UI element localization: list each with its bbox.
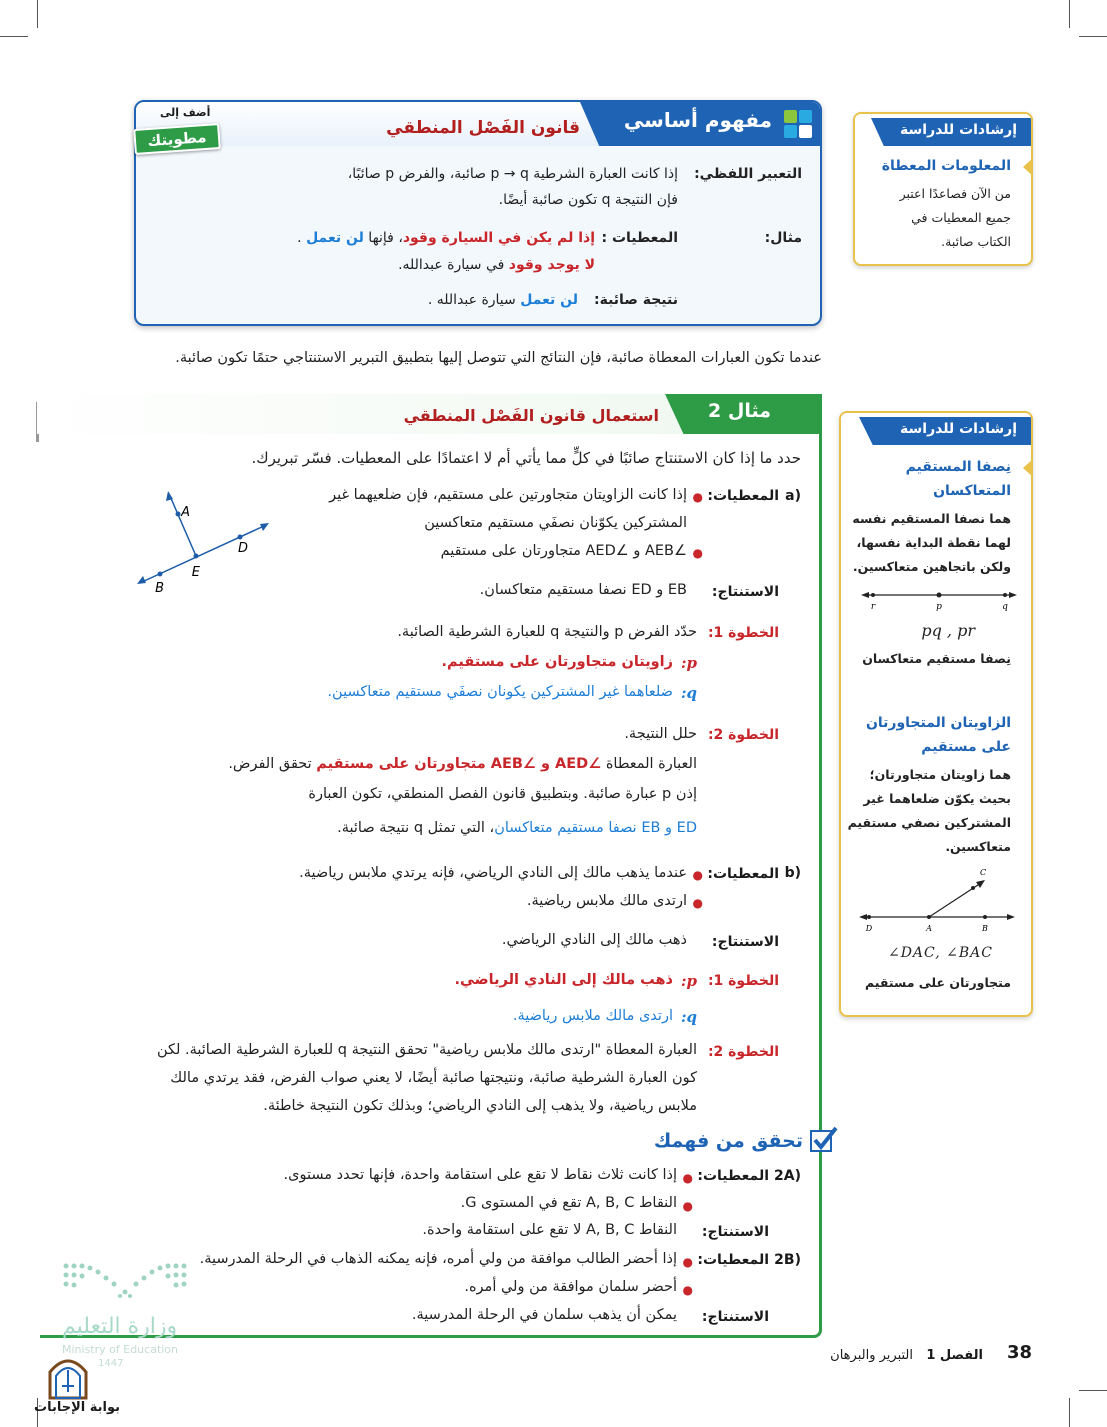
checkmark-icon (810, 1126, 838, 1152)
given2 (398, 257, 595, 273)
study-tip-header (841, 413, 1031, 447)
b-given2: ارتدى مالك ملابس رياضية. (526, 893, 687, 909)
foldable-label: مطويتك (133, 123, 221, 155)
c2a-given1: إذا كانت ثلاث نقاط لا تقع على استقامة واحدة، فإنها تحدد مستوى. (283, 1167, 677, 1183)
q-label: q: (680, 1008, 697, 1026)
crop-mark (1069, 0, 1070, 28)
step1-label: الخطوة 1: (707, 625, 779, 641)
a-given1-line1: إذا كانت الزاويتان متجاورتين على مستقيم، فإن ضلعيهما غير (329, 487, 687, 503)
study-tip-title: إرشادات للدراسة (900, 122, 1017, 138)
fig-label-q: q (1002, 602, 1008, 611)
b-conclusion: ذهب مالك إلى النادي الرياضي. (501, 932, 687, 948)
intro-sentence: عندما تكون العبارات المعطاة صائبة، فإن النتائج التي تتوصل إليها بتطبيق التبرير الاستنتاجي حتمًا تكون صائبة. (175, 350, 822, 366)
conclusion-label: الاستنتاج: (711, 934, 779, 950)
givens-label: المعطيات: (707, 488, 779, 504)
conclusion-label: الاستنتاج: (711, 584, 779, 600)
key-concept-box (134, 100, 822, 326)
tip-line: المشتركين نصفي مستقيم (847, 815, 1011, 830)
chapter-title: التبرير والبرهان (830, 1348, 913, 1363)
b-p: ذهب مالك إلى النادي الرياضي. (454, 972, 673, 988)
tip-heading: نِصفا المستقيم (905, 459, 1011, 475)
b-given1: عندما يذهب مالك إلى النادي الرياضي، فإنه يرتدي ملابس رياضية. (299, 865, 687, 881)
study-tip-header (855, 114, 1031, 148)
tip-line: الكتاب صائبة. (941, 234, 1011, 249)
conclusion-label: الاستنتاج: (701, 1309, 769, 1325)
given1-hypothesis: إذا لم يكن في السيارة وقود (402, 230, 595, 246)
a-given1-line2: المشتركين يكوّنان نصفَي مستقيم متعاكسين (424, 515, 687, 531)
tip-heading: المعلومات المعطاة (881, 158, 1011, 174)
opposite-rays-figure-a (130, 488, 280, 598)
bullet-icon: ● (682, 1199, 693, 1213)
study-tip-box-2 (839, 411, 1033, 1017)
step2-label: الخطوة 2: (707, 1044, 779, 1060)
given2-rest: في سيارة عبدالله. (398, 257, 505, 273)
gateway-watermark: بوابة الإجابات (34, 1400, 120, 1415)
a-step2-blue: ED و EB نصفا مستقيم متعاكسان (494, 820, 697, 836)
foldable-add-text: أضف إلى (160, 106, 211, 119)
ministry-name-ar: وزارة التعليم (62, 1314, 178, 1339)
concept-tab-title: مفهوم أساسي (623, 108, 772, 132)
example-label: مثال: (764, 230, 802, 246)
q-label: q: (680, 684, 697, 702)
tip-line: من الآن فصاعدًا اعتبر (899, 186, 1011, 201)
a-given2: ∠AEB و ∠AED متجاورتان على مستقيم (440, 543, 687, 559)
given1-mid: ، فإنها (368, 230, 403, 246)
angles-notation: ∠DAC, ∠BAC (887, 945, 993, 961)
tip-line: بحيث يكوّن ضلعاهما غير (863, 791, 1011, 806)
bullet-icon: ● (692, 868, 703, 882)
valid-blue: لن تعمل (520, 292, 578, 308)
part-2b-marker: (2B (774, 1252, 801, 1268)
ministry-year: 1447 (98, 1358, 124, 1369)
a-step1: حدّد الفرض p والنتيجة q للعبارة الشرطية الصائبة. (397, 624, 697, 640)
p-label: p: (680, 972, 697, 990)
angles-caption: متجاورتان على مستقيم (864, 975, 1011, 990)
fig-label-a: A (926, 924, 932, 933)
verbal-line1: إذا كانت العبارة الشرطية p → q صائبة، والفرض p صائبًا، (347, 166, 678, 182)
b-step2-line2: كون العبارة الشرطية صائبة، ونتيجتها صائبة أيضًا، لا يعني صواب الفرض، فقد يرتدي مالك (170, 1070, 697, 1086)
concept-logo-icon (782, 108, 814, 140)
a-step2-line2: إذن p عبارة صائبة. وبتطبيق قانون الفصل المنطقي، تكون العبارة (308, 786, 697, 802)
a-step2-end: ، التي تمثل q نتيجة صائبة. (337, 820, 495, 836)
tip-line: هما نصفا المستقيم نفسه (852, 511, 1011, 526)
tip-marker-icon (1023, 459, 1033, 477)
conclusion-label: الاستنتاج: (701, 1224, 769, 1240)
crop-mark (0, 36, 28, 37)
step2-label: الخطوة 2: (707, 727, 779, 743)
foldable-badge (134, 102, 226, 158)
c2a-conclusion: النقاط A, B, C لا تقع على استقامة واحدة. (422, 1222, 677, 1238)
a-p: زاويتان متجاورتان على مستقيم. (441, 654, 673, 670)
crop-mark (1069, 1398, 1070, 1427)
a-step2-line1 (228, 756, 697, 772)
a-step2-given: العبارة المعطاة (605, 756, 697, 772)
study-tip-title: إرشادات للدراسة (900, 421, 1017, 437)
p-label: p: (680, 654, 697, 672)
c2b-given2: أحضر سلمان موافقة من ولي أمره. (464, 1279, 677, 1295)
a-q: ضلعاهما غير المشتركين يكونان نصفَي مستقيم متعاكسين. (327, 684, 673, 700)
tip-marker-icon (1023, 158, 1033, 176)
a-step2-satisfies: تحقق الفرض. (228, 756, 312, 772)
given2-red: لا يوجد وقود (508, 257, 595, 273)
verbal-line2: فإن النتيجة q تكون صائبة أيضًا. (498, 192, 678, 208)
crop-mark (1079, 1390, 1107, 1391)
b-q: ارتدى مالك ملابس رياضية. (512, 1008, 673, 1024)
part-a-marker: (a (785, 488, 801, 504)
bullet-icon: ● (692, 546, 703, 560)
ministry-name-en: Ministry of Education (62, 1343, 179, 1356)
c2b-conclusion: يمكن أن يذهب سلمان في الرحلة المدرسية. (411, 1307, 677, 1323)
example-prompt: حدد ما إذا كان الاستنتاج صائبًا في كلٍّ مما يأتي أم لا اعتمادًا على المعطيات. فسّر تبريرك. (251, 449, 801, 467)
bullet-icon: ● (682, 1255, 693, 1269)
bullet-icon: ● (692, 490, 703, 504)
rays-caption: نِصفا مستقيم متعاكسان (862, 651, 1011, 666)
check-title: تحقق من فهمك (653, 1130, 803, 1152)
part-2a-marker: (2A (774, 1168, 801, 1184)
bullet-icon: ● (692, 896, 703, 910)
rays-notation: pq , pr (921, 621, 975, 640)
a-conclusion: EB و ED نصفا مستقيم متعاكسان. (479, 582, 687, 598)
linear-pair-figure (857, 865, 1017, 937)
given1-conclusion: لن تعمل (306, 230, 364, 246)
tip-heading: المتعاكسان (933, 483, 1011, 499)
tip-line: متعاكسين. (945, 839, 1011, 854)
fig-label-b: B (155, 581, 164, 596)
study-tip-box-1 (853, 112, 1033, 266)
example-tab-title: مثال 2 (708, 400, 771, 422)
tip-line: ولكن باتجاهين متعاكسين. (852, 559, 1011, 574)
bullet-icon: ● (682, 1283, 693, 1297)
fig-label-r: r (870, 602, 876, 611)
valid-label: نتيجة صائبة: (594, 292, 678, 308)
bullet-icon: ● (682, 1171, 693, 1185)
opposite-rays-figure (859, 585, 1019, 611)
c2a-given2: النقاط A, B, C تقع في المستوى G. (460, 1195, 677, 1211)
a-step2-line3 (337, 820, 697, 836)
tip-line: جميع المعطيات في (911, 210, 1011, 225)
givens-label: المعطيات : (601, 230, 678, 246)
part-b-marker: (b (784, 865, 801, 881)
fig-label-d: D (865, 924, 873, 933)
crop-mark (1079, 36, 1107, 37)
givens-label: المعطيات: (697, 1168, 769, 1184)
givens-label: المعطيات: (697, 1252, 769, 1268)
tip-line: هما زاويتان متجاورتان؛ (869, 767, 1011, 782)
fig-label-d: D (237, 541, 248, 556)
c2b-given1: إذا أحضر الطالب موافقة من ولي أمره، فإنه يمكنه الذهاب في الرحلة المدرسية. (199, 1251, 677, 1267)
a-step2-intro: حلل النتيجة. (624, 726, 697, 742)
tip-heading: على مستقيم (921, 739, 1011, 755)
verbal-label: التعبير اللفظي: (694, 166, 802, 182)
fig-label-e: E (191, 565, 200, 580)
chapter-label: الفصل 1 (926, 1348, 983, 1363)
valid-rest: سيارة عبدالله . (427, 292, 516, 308)
concept-law-title: قانون الفَصْل المنطقي (386, 118, 580, 138)
step1-label: الخطوة 1: (707, 973, 779, 989)
fig-label-c: C (979, 868, 987, 877)
tip-line: لهما نقطة البداية نفسها، (856, 535, 1011, 550)
fig-label-b: B (982, 924, 988, 933)
fig-label-a: A (181, 505, 190, 520)
given1: إذا لم يكن في السيارة وقود، فإنها لن تعمل . (297, 230, 595, 246)
givens-label: المعطيات: (707, 866, 779, 882)
fig-label-p: p (936, 602, 942, 611)
crop-mark (37, 0, 38, 28)
b-step2-line3: ملابس رياضية، ولا يذهب إلى النادي الرياضي؛ وبذلك تكون النتيجة خاطئة. (263, 1098, 697, 1114)
ministry-logo-icon (60, 1258, 190, 1302)
a-step2-red: ∠AED و ∠AEB متجاورتان على مستقيم (316, 756, 602, 772)
tip-heading: الزاويتان المتجاورتان (865, 715, 1011, 731)
example-title: استعمال قانون الفَصْل المنطقي (403, 406, 659, 425)
page-number: 38 (1007, 1342, 1033, 1363)
b-step2-line1: العبارة المعطاة "ارتدى مالك ملابس رياضية" تحقق النتيجة q للعبارة الشرطية الصائبة. لكن (156, 1042, 697, 1058)
valid-conclusion (428, 292, 578, 308)
gateway-logo-icon (44, 1352, 92, 1400)
